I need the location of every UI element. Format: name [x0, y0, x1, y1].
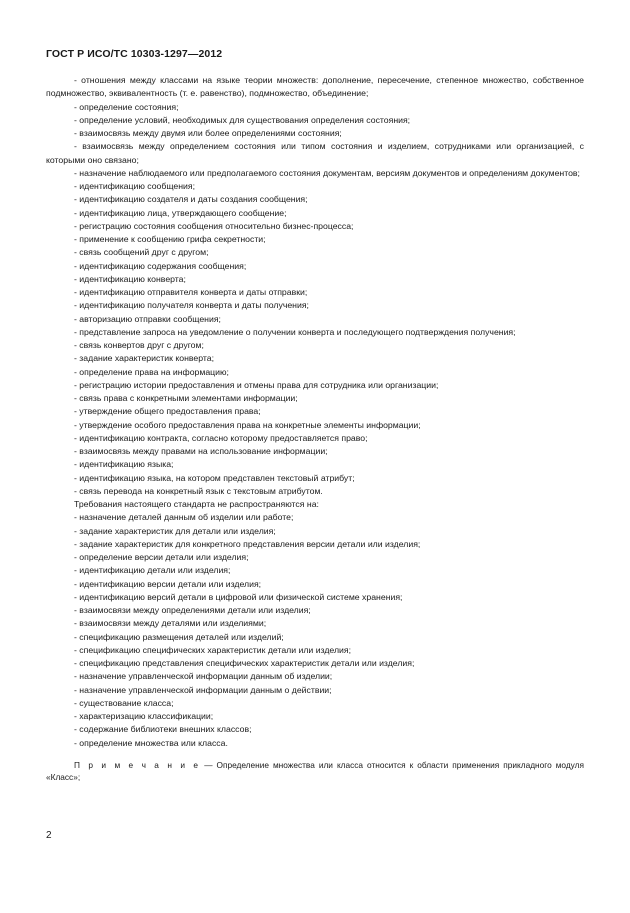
body-paragraph: - назначение управленческой информации данным об изделии; [74, 671, 333, 682]
body-paragraph: - идентификацию конверта; [74, 273, 186, 284]
body-paragraph: - задание характеристик для конкретного представления версии детали или изделия; [74, 538, 421, 549]
body-paragraph: - назначение управленческой информации данным о действии; [74, 684, 332, 695]
body-paragraph: - спецификацию размещения деталей или изделий; [74, 631, 284, 642]
body-paragraph: - связь права с конкретными элементами информации; [74, 393, 298, 403]
body-paragraph: - назначение наблюдаемого или предполагаемого состояния документам, версиям документов и определениям документов; [74, 167, 580, 178]
body-paragraph: - авторизацию отправки сообщения; [74, 313, 221, 324]
body-paragraph: - связь перевода на конкретный язык с текстовым атрибутом. [74, 485, 323, 496]
body-paragraph: - регистрацию истории предоставления и отмены права для сотрудника или организации; [74, 379, 439, 390]
body-paragraph: - идентификацию версий детали в цифровой или физической системе хранения; [74, 591, 403, 602]
body-paragraph: - идентификацию получателя конверта и даты получения; [74, 300, 309, 311]
note-text: — Определение множества или класса относится к области применения прикладного модуля «Класс»; [46, 759, 584, 783]
body-paragraph: - определение условий, необходимых для существования определения состояния; [74, 114, 411, 125]
note-label: П р и м е ч а н и е [74, 759, 201, 770]
body-paragraph: - идентификацию языка; [74, 459, 174, 470]
body-paragraph: - взаимосвязь между правами на использование информации; [74, 446, 328, 456]
body-paragraph: - идентификацию контракта, согласно которому предоставляется право; [74, 432, 368, 443]
body-paragraph: - определение множества или класса. [74, 737, 228, 748]
body-paragraph: - назначение деталей данным об изделии или работе; [74, 512, 294, 523]
document-header: ГОСТ Р ИСО/ТС 10303-1297—2012 [46, 48, 223, 60]
body-paragraph: - идентификацию содержания сообщения; [74, 260, 247, 271]
body-paragraph: - идентификацию детали или изделия; [74, 565, 231, 576]
body-paragraph: - представление запроса на уведомление о получении конверта и последующего подтверждения получения; [74, 326, 516, 337]
body-paragraph: - взаимосвязи между деталями или изделиями; [74, 618, 267, 629]
body-paragraph: - применение к сообщению грифа секретности; [74, 234, 266, 244]
body-paragraph: - задание характеристик конверта; [74, 353, 214, 364]
body-paragraph: - характеризацию классификации; [74, 711, 214, 721]
body-paragraph: - идентификацию языка, на котором представлен текстовый атрибут; [74, 472, 355, 483]
body-paragraph: - регистрацию состояния сообщения относительно бизнес-процесса; [74, 220, 354, 231]
body-paragraph: - идентификацию создателя и даты создания сообщения; [74, 194, 308, 205]
body-paragraph: - спецификацию представления специфических характеристик детали или изделия; [74, 658, 415, 668]
body-paragraph: - утверждение особого предоставления права на конкретные элементы информации; [74, 419, 421, 430]
body-paragraph: - связь сообщений друг с другом; [74, 247, 209, 258]
body-paragraph: - отношения между классами на языке теории множеств: дополнение, пересечение, степенное множество, собственное подмножество, эквивалентность (т. е. равенство), подмножество, объединение; [46, 75, 584, 99]
body-paragraph: - идентификацию версии детали или изделия; [74, 578, 262, 589]
body-paragraph: - задание характеристик для детали или изделия; [74, 525, 276, 536]
body-paragraph: - определение версии детали или изделия; [74, 552, 249, 562]
body-paragraph: - идентификацию отправителя конверта и даты отправки; [74, 287, 308, 297]
body-paragraph: - взаимосвязь между определением состояния или типом состояния и изделием, сотрудниками или организацией, с которыми оно связано; [46, 141, 584, 165]
body-paragraph: - идентификацию сообщения; [74, 181, 196, 191]
body-paragraph: Требования настоящего стандарта не распространяются на: [74, 499, 319, 509]
body-paragraph: - содержание библиотеки внешних классов; [74, 724, 252, 735]
body-paragraph: - связь конвертов друг с другом; [74, 340, 204, 350]
body-paragraph: - идентификацию лица, утверждающего сообщение; [74, 207, 287, 218]
document-body [46, 74, 584, 750]
body-paragraph: - взаимосвязь между двумя или более определениями состояния; [74, 128, 342, 138]
body-paragraph: - определение состояния; [74, 101, 179, 112]
page-number: 2 [46, 830, 52, 841]
note-paragraph [46, 759, 584, 784]
body-paragraph: - существование класса; [74, 697, 174, 708]
body-paragraph: - утверждение общего предоставления права; [74, 406, 261, 417]
body-paragraph: - взаимосвязи между определениями детали или изделия; [74, 605, 311, 615]
body-paragraph: - определение права на информацию; [74, 366, 229, 377]
body-paragraph: - спецификацию специфических характеристик детали или изделия; [74, 644, 351, 655]
